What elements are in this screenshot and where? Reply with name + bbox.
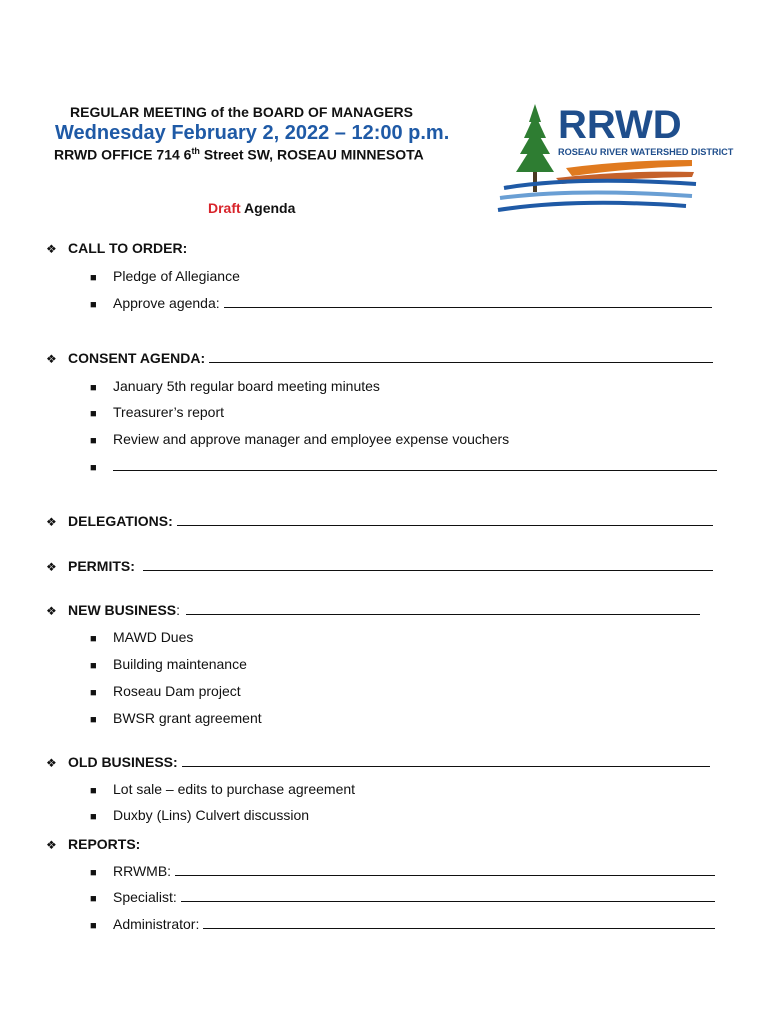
list-item: ■ January 5th regular board meeting minutes xyxy=(90,378,380,394)
blank-line xyxy=(175,863,715,876)
diamond-bullet-icon: ❖ xyxy=(46,515,57,529)
diamond-bullet-icon: ❖ xyxy=(46,604,57,618)
blank-line xyxy=(203,916,715,929)
square-bullet-icon: ■ xyxy=(90,272,97,284)
section-reports: ❖ REPORTS: xyxy=(46,836,141,852)
list-item xyxy=(90,458,717,474)
list-item: ■ Pledge of Allegiance xyxy=(90,268,240,284)
square-bullet-icon: ■ xyxy=(90,811,97,823)
list-item: ■ Lot sale – edits to purchase agreement xyxy=(90,781,356,797)
square-bullet-icon: ■ xyxy=(90,867,97,879)
section-new-business: ❖ NEW BUSINESS : xyxy=(46,602,700,618)
water-waves-icon xyxy=(498,181,696,210)
list-item: ■ Treasurer’s report xyxy=(90,404,225,420)
blank-line xyxy=(143,558,713,571)
blank-line xyxy=(182,754,710,767)
section-delegations: ❖ DELEGATIONS: xyxy=(46,513,713,529)
section-permits: ❖ PERMITS: xyxy=(46,558,713,574)
diamond-bullet-icon: ❖ xyxy=(46,242,57,256)
meeting-date: Wednesday February 2, 2022 – 12:00 p.m. xyxy=(55,122,450,144)
meeting-title: REGULAR MEETING of the BOARD OF MANAGERS xyxy=(70,104,413,120)
list-item: ■ MAWD Dues xyxy=(90,629,194,645)
list-item: ■ Approve agenda: xyxy=(90,295,712,311)
list-item: ■ Review and approve manager and employee expense vouchers xyxy=(90,431,510,447)
list-item: ■ Duxby (Lins) Culvert discussion xyxy=(90,807,310,823)
blank-line xyxy=(177,513,713,526)
section-old-business: ❖ OLD BUSINESS: xyxy=(46,754,710,770)
diamond-bullet-icon: ❖ xyxy=(46,560,57,574)
blank-line xyxy=(224,295,712,308)
rrwd-logo xyxy=(496,98,734,218)
list-item: ■ BWSR grant agreement xyxy=(90,710,262,726)
square-bullet-icon: ■ xyxy=(90,408,97,420)
square-bullet-icon: ■ xyxy=(90,920,97,932)
blank-line xyxy=(186,602,700,615)
pine-tree-icon xyxy=(516,104,554,192)
square-bullet-icon: ■ xyxy=(90,299,97,311)
diamond-bullet-icon: ❖ xyxy=(46,838,57,852)
section-consent-agenda: ❖ CONSENT AGENDA: xyxy=(46,350,713,366)
list-item: ■ Administrator: xyxy=(90,916,715,932)
square-bullet-icon: ■ xyxy=(90,714,97,726)
list-item: ■ RRWMB: xyxy=(90,863,715,879)
square-bullet-icon: ■ xyxy=(90,633,97,645)
list-item: ■ Roseau Dam project xyxy=(90,683,241,699)
logo-abbr: RRWD xyxy=(558,103,682,147)
blank-line xyxy=(181,889,715,902)
square-bullet-icon: ■ xyxy=(90,687,97,699)
square-bullet-icon: ■ xyxy=(90,435,97,447)
blank-line xyxy=(113,458,717,471)
list-item: ■ Specialist: xyxy=(90,889,715,905)
logo-name: ROSEAU RIVER WATERSHED DISTRICT xyxy=(558,147,734,157)
diamond-bullet-icon: ❖ xyxy=(46,352,57,366)
list-item: ■ Building maintenance xyxy=(90,656,247,672)
blank-line xyxy=(209,350,713,363)
square-bullet-icon: ■ xyxy=(90,462,97,474)
diamond-bullet-icon: ❖ xyxy=(46,756,57,770)
rrwd-logo-graphic xyxy=(496,98,734,218)
square-bullet-icon: ■ xyxy=(90,660,97,672)
section-call-to-order: ❖ CALL TO ORDER: xyxy=(46,240,188,256)
square-bullet-icon: ■ xyxy=(90,382,97,394)
square-bullet-icon: ■ xyxy=(90,893,97,905)
meeting-location: RRWD OFFICE 714 6th Street SW, ROSEAU MINNESOTA xyxy=(54,146,424,163)
draft-agenda-label: Draft Agenda xyxy=(208,200,296,216)
square-bullet-icon: ■ xyxy=(90,785,97,797)
